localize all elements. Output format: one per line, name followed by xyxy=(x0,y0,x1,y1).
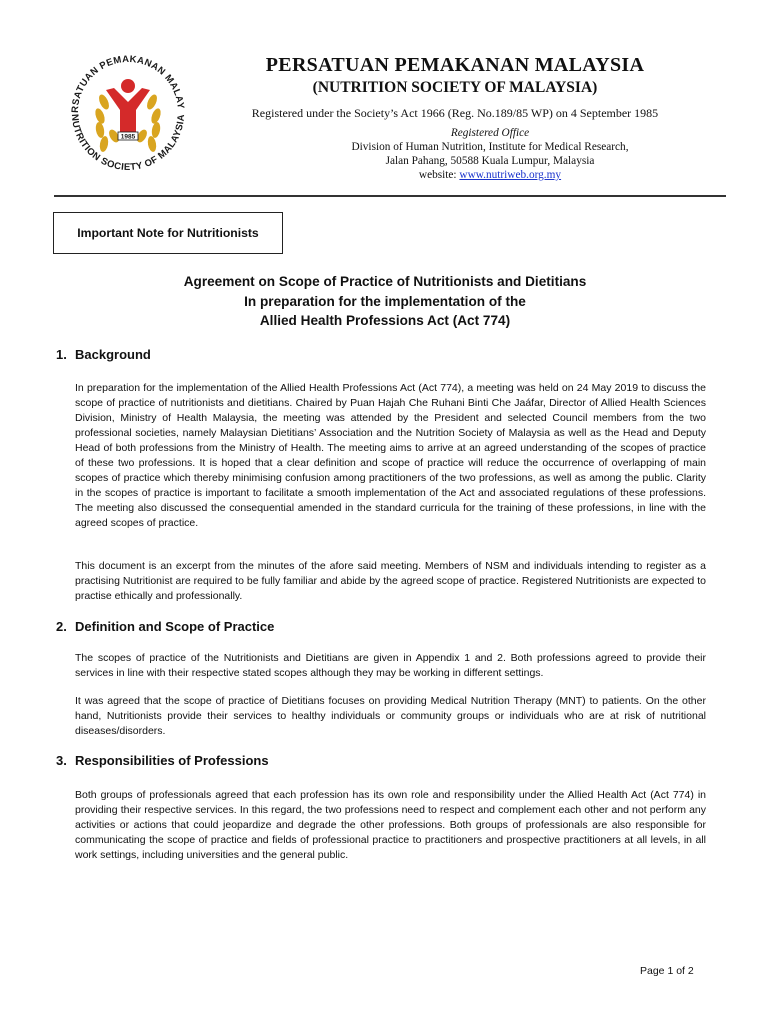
title-line-3: Allied Health Professions Act (Act 774) xyxy=(259,313,511,328)
society-emblem xyxy=(56,40,200,180)
org-name: PERSATUAN PEMAKANAN MALAYSIA xyxy=(265,54,645,76)
responsibilities-paragraph: Both groups of professionals agreed that each profession has its own role and responsibility under the Allied Health Act (Act 774) in providing their respective services. In this regard, the two professions need to respect and complement each other and not perform any activities or actions that could jeopardize and degrade the other professions. Both groups of professionals are also responsible for communicating the scope of practice and fields of professional practice to practitioners and prospective practitioners at all levels, in all work settings, including universities and the general public. xyxy=(75,789,706,861)
title-line-2: In preparation for the implementation of the xyxy=(244,293,526,309)
background-paragraph-1: In preparation for the implementation of the Allied Health Professions Act (Act 774), a meeting was held on 24 May 2019 to discuss the scope of practice of nutritionists and dietitians. Chaired by Puan Hajah Che Ruhani Binti Che Jaáfar, Director of Allied Health Sciences Division, Ministry of Health Malaysia, the meeting was attended by the President and selected Council members from the two professional societies, namely Malaysian Dietitians’ Association and the Nutrition Society of Malaysia as well as the Head and Deputy Head of both professions from the Ministry of Health. The meeting aims to arrive at an agreed understanding of the scopes of practice of these two professions. It is hoped that a clear definition and scope of practice will reduce the occurrence of overlapping of main scopes of practice which thereby minimising confusion among practitioners of the two professions, as well as among the public. Clarity in the scopes of practice is important to facilitate a smooth implementation of the Act and associated regulations of these professions. The meeting also discussed the consequential amended in the standard curricula for the training of these professions, in line with the agreed scopes of practice. xyxy=(75,382,706,529)
page-number: Page 1 of 2 xyxy=(640,965,694,977)
important-note-label: Important Note for Nutritionists xyxy=(77,226,259,240)
logo-ring-bottom: NUTRITION SOCIETY OF MALAYSIA xyxy=(68,113,188,174)
logo-ring-top: RSATUAN PEMAKANAN MALAY xyxy=(69,53,186,114)
section-title: Responsibilities of Professions xyxy=(75,753,269,768)
society-logo xyxy=(56,40,200,180)
office-line-2: Jalan Pahang, 50588 Kuala Lumpur, Malaysia xyxy=(385,155,595,167)
section-title: Background xyxy=(75,347,151,362)
section-title: Definition and Scope of Practice xyxy=(75,619,275,634)
registration-line: Registered under the Society’s Act 1966 (Reg. No.189/85 WP) on 4 September 1985 xyxy=(251,106,659,120)
document-title xyxy=(60,272,710,331)
website-link[interactable]: www.nutriweb.org.my xyxy=(459,169,562,181)
section-number: 3. xyxy=(56,753,67,768)
section-heading-responsibilities xyxy=(56,753,269,768)
logo-year: 1985 xyxy=(120,133,136,141)
definition-paragraph-1: The scopes of practice of the Nutritionists and Dietitians are given in Appendix 1 and 2. Both professions agreed to provide their services in line with their respective stated scopes although they may be working in different settings. xyxy=(75,652,706,679)
background-paragraph-2: This document is an excerpt from the minutes of the afore said meeting. Members of NSM and individuals intending to register as a practising Nutritionist are required to be fully familiar and abide by the agreed scope of practice. Registered Nutritionists are expected to practise ethically and professionally. xyxy=(75,560,706,602)
website-line xyxy=(240,168,740,182)
section-number: 2. xyxy=(56,619,67,634)
office-line-1: Division of Human Nutrition, Institute for Medical Research, xyxy=(351,141,629,153)
office-label: Registered Office xyxy=(450,127,530,139)
website-label: website: xyxy=(418,169,457,181)
letterhead xyxy=(200,52,710,121)
definition-paragraph-2: It was agreed that the scope of practice of Dietitians focuses on providing Medical Nutrition Therapy (MNT) to patients. On the other hand, Nutritionists provide their services to healthy individuals or community groups or individuals who are at risk of nutritional diseases/disorders. xyxy=(75,695,706,737)
important-note-box xyxy=(53,212,283,254)
section-heading-background xyxy=(56,347,151,362)
registered-office xyxy=(240,126,740,182)
title-line-1: Agreement on Scope of Practice of Nutritionists and Dietitians xyxy=(183,274,587,289)
org-name-english: (NUTRITION SOCIETY OF MALAYSIA) xyxy=(312,79,598,96)
section-number: 1. xyxy=(56,347,67,362)
section-heading-definition xyxy=(56,619,274,634)
header-divider xyxy=(54,195,726,197)
